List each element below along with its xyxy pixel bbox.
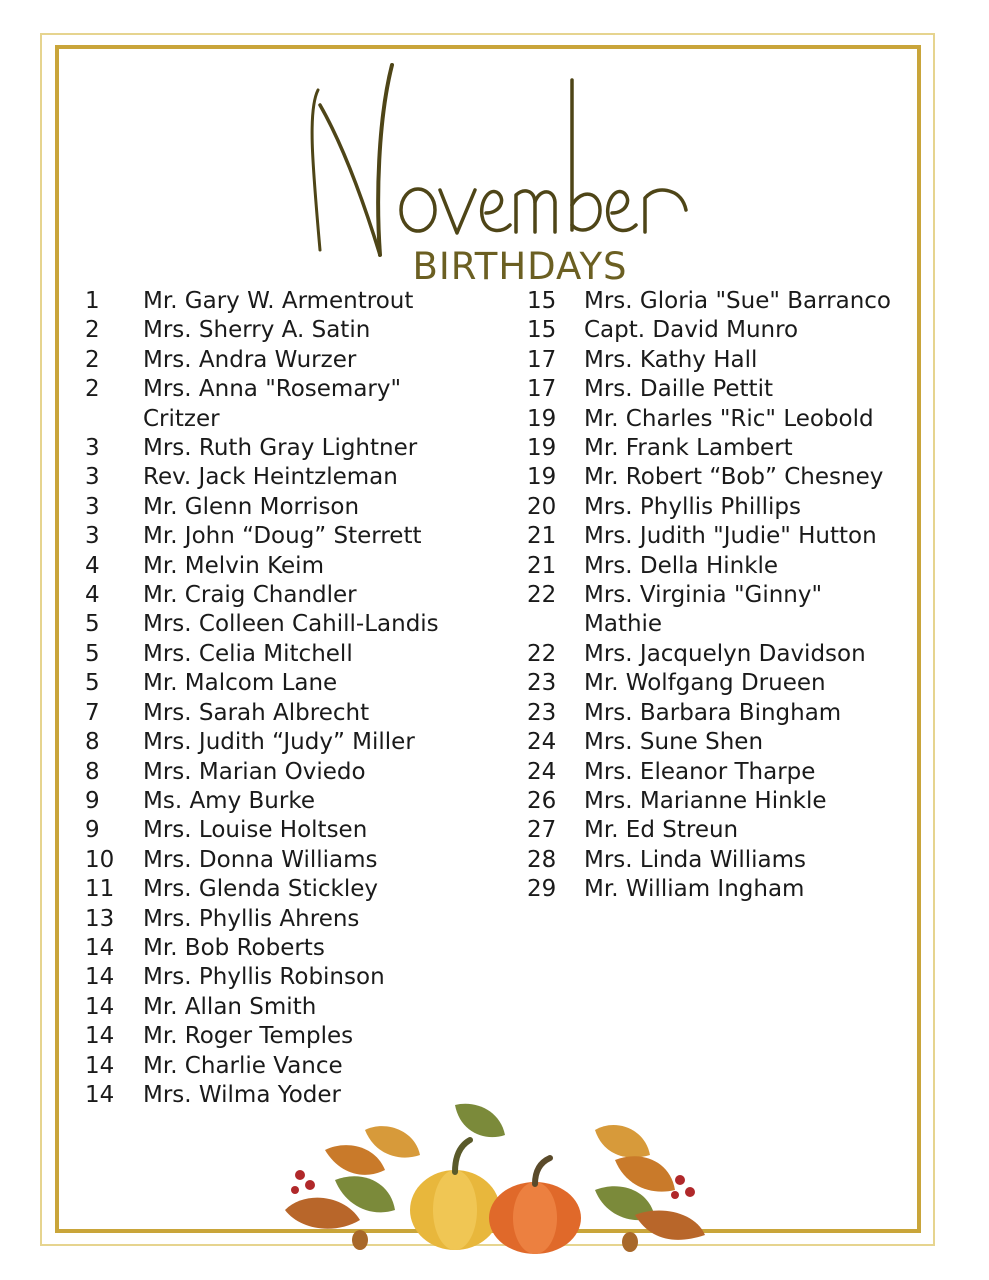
birthday-day: 2	[85, 376, 100, 403]
birthday-entry	[527, 758, 907, 787]
birthday-day: 5	[85, 670, 100, 697]
birthday-day: 8	[85, 729, 100, 756]
birthday-name: Mrs. Colleen Cahill-Landis	[143, 611, 439, 638]
birthday-name: Mrs. Donna Williams	[143, 846, 378, 873]
birthday-name: Mrs. Judith "Judie" Hutton	[584, 523, 877, 550]
birthday-entry	[85, 905, 505, 934]
birthday-name: Mrs. Phyllis Phillips	[584, 493, 802, 520]
birthday-entry	[85, 581, 505, 610]
birthday-entry	[527, 640, 907, 669]
birthdays-subtitle: BIRTHDAYS	[412, 245, 628, 288]
birthday-name: Mrs. Phyllis Ahrens	[143, 905, 360, 932]
birthday-day: 5	[85, 611, 100, 638]
birthday-day: 14	[85, 1081, 115, 1108]
title-block	[0, 40, 989, 288]
birthday-day: 3	[85, 464, 100, 491]
birthday-day: 14	[85, 1023, 115, 1050]
birthday-entry	[85, 493, 505, 522]
birthday-entry	[85, 552, 505, 581]
right-column	[527, 287, 907, 905]
birthday-day: 11	[85, 876, 115, 903]
birthday-entry	[85, 1052, 505, 1081]
birthday-day: 3	[85, 523, 100, 550]
birthday-name: Mr. Robert “Bob” Chesney	[584, 464, 884, 491]
birthday-entry	[85, 934, 505, 963]
birthday-day: 2	[85, 317, 100, 344]
birthday-day: 19	[527, 464, 557, 491]
birthday-entry	[527, 493, 907, 522]
birthday-day: 21	[527, 523, 557, 550]
birthday-entry	[527, 552, 907, 581]
birthday-entry	[527, 581, 907, 640]
birthday-day: 19	[527, 435, 557, 462]
birthday-entry	[85, 434, 505, 463]
birthday-name: Mr. Charlie Vance	[143, 1052, 343, 1079]
birthday-name: Mrs. Della Hinkle	[584, 552, 779, 579]
birthday-entry	[85, 846, 505, 875]
birthday-day: 13	[85, 905, 115, 932]
birthday-name: Mrs. Glenda Stickley	[143, 876, 378, 903]
birthday-entry	[85, 1022, 505, 1051]
birthday-name: Mr. Glenn Morrison	[143, 493, 360, 520]
birthday-entry	[85, 875, 505, 904]
birthday-day: 24	[527, 758, 557, 785]
birthday-name: Mrs. Virginia "Ginny" Mathie	[584, 582, 823, 638]
birthday-name: Mrs. Phyllis Robinson	[143, 964, 385, 991]
birthday-day: 14	[85, 993, 115, 1020]
birthday-entry	[85, 963, 505, 992]
birthday-entry	[85, 787, 505, 816]
birthday-day: 14	[85, 1052, 115, 1079]
birthday-entry	[85, 522, 505, 551]
birthday-name: Mrs. Louise Holtsen	[143, 817, 368, 844]
birthday-day: 23	[527, 699, 557, 726]
birthday-name: Mrs. Gloria "Sue" Barranco	[584, 288, 892, 314]
birthday-name: Mrs. Sherry A. Satin	[143, 317, 371, 344]
birthday-entry	[527, 875, 907, 904]
birthday-name: Mrs. Anna "Rosemary" Critzer	[143, 376, 402, 432]
birthday-name: Mrs. Linda Williams	[584, 846, 806, 873]
birthday-entry	[85, 463, 505, 492]
birthday-day: 9	[85, 817, 100, 844]
birthday-name: Mrs. Marianne Hinkle	[584, 787, 827, 814]
birthday-name: Mr. Charles "Ric" Leobold	[584, 405, 874, 432]
birthday-entry	[85, 316, 505, 345]
birthday-day: 5	[85, 640, 100, 667]
birthday-day: 19	[527, 405, 557, 432]
birthday-entry	[527, 699, 907, 728]
birthday-name: Mrs. Marian Oviedo	[143, 758, 366, 785]
birthday-entry	[85, 610, 505, 639]
birthday-name: Mrs. Wilma Yoder	[143, 1081, 342, 1108]
birthday-entry	[85, 669, 505, 698]
birthday-entry	[527, 375, 907, 404]
birthday-name: Mrs. Sune Shen	[584, 729, 764, 756]
birthday-name: Mrs. Eleanor Tharpe	[584, 758, 816, 785]
birthday-entry	[85, 699, 505, 728]
birthday-entry	[85, 758, 505, 787]
birthday-entry	[85, 287, 505, 316]
birthday-entry	[527, 463, 907, 492]
birthday-day: 14	[85, 934, 115, 961]
birthday-entry	[527, 346, 907, 375]
birthday-day: 28	[527, 846, 557, 873]
birthday-day: 1	[85, 288, 100, 314]
birthday-name: Mr. Frank Lambert	[584, 435, 793, 462]
birthday-name: Mr. Bob Roberts	[143, 934, 325, 961]
birthday-day: 4	[85, 582, 100, 609]
birthday-entry	[85, 728, 505, 757]
birthday-day: 22	[527, 582, 557, 609]
birthday-day: 26	[527, 787, 557, 814]
birthday-name: Mrs. Celia Mitchell	[143, 640, 353, 667]
birthday-entry	[527, 522, 907, 551]
left-column	[85, 287, 505, 1110]
birthday-day: 8	[85, 758, 100, 785]
birthday-name: Mrs. Daille Pettit	[584, 376, 773, 403]
birthday-day: 3	[85, 493, 100, 520]
birthday-name: Mr. William Ingham	[584, 876, 805, 903]
birthday-name: Mr. Ed Streun	[584, 817, 739, 844]
birthday-entry	[527, 669, 907, 698]
birthday-entry	[527, 287, 907, 316]
birthday-entry	[85, 346, 505, 375]
birthday-day: 24	[527, 729, 557, 756]
birthday-name: Mr. Melvin Keim	[143, 552, 324, 579]
birthday-entry	[85, 375, 505, 434]
birthday-day: 15	[527, 317, 557, 344]
birthday-day: 22	[527, 640, 557, 667]
birthday-entry	[527, 787, 907, 816]
birthday-day: 21	[527, 552, 557, 579]
birthday-name: Mr. Roger Temples	[143, 1023, 354, 1050]
birthday-entry	[527, 316, 907, 345]
birthday-day: 29	[527, 876, 557, 903]
birthday-name: Mrs. Jacquelyn Davidson	[584, 640, 866, 667]
birthday-name: Ms. Amy Burke	[143, 787, 315, 814]
birthday-entry	[527, 728, 907, 757]
birthday-entry	[85, 993, 505, 1022]
birthday-day: 4	[85, 552, 100, 579]
birthday-name: Mrs. Barbara Bingham	[584, 699, 842, 726]
birthday-name: Mr. Craig Chandler	[143, 582, 357, 609]
birthday-day: 23	[527, 670, 557, 697]
birthday-day: 17	[527, 346, 557, 373]
birthday-day: 2	[85, 346, 100, 373]
birthday-name: Rev. Jack Heintzleman	[143, 464, 398, 491]
birthday-entry	[527, 434, 907, 463]
pumpkin-leaves-illustration	[265, 1100, 725, 1260]
birthday-day: 27	[527, 817, 557, 844]
birthday-day: 17	[527, 376, 557, 403]
birthday-name: Mr. Gary W. Armentrout	[143, 288, 414, 314]
birthday-name: Mr. John “Doug” Sterrett	[143, 523, 422, 550]
birthday-day: 20	[527, 493, 557, 520]
birthday-day: 10	[85, 846, 115, 873]
birthday-name: Mr. Allan Smith	[143, 993, 317, 1020]
birthday-name: Mrs. Andra Wurzer	[143, 346, 357, 373]
birthday-name: Capt. David Munro	[584, 317, 799, 344]
birthday-day: 3	[85, 435, 100, 462]
birthday-day: 15	[527, 288, 557, 314]
birthday-entry	[527, 816, 907, 845]
birthday-day: 7	[85, 699, 100, 726]
birthday-name: Mrs. Ruth Gray Lightner	[143, 435, 418, 462]
birthday-day: 9	[85, 787, 100, 814]
birthday-name: Mr. Malcom Lane	[143, 670, 338, 697]
birthday-name: Mr. Wolfgang Drueen	[584, 670, 826, 697]
birthday-entry	[85, 816, 505, 845]
birthday-name: Mrs. Judith “Judy” Miller	[143, 729, 415, 756]
birthday-entry	[527, 405, 907, 434]
birthday-entry	[527, 846, 907, 875]
birthday-name: Mrs. Kathy Hall	[584, 346, 758, 373]
birthday-day: 14	[85, 964, 115, 991]
birthday-name: Mrs. Sarah Albrecht	[143, 699, 370, 726]
birthday-entry	[85, 640, 505, 669]
